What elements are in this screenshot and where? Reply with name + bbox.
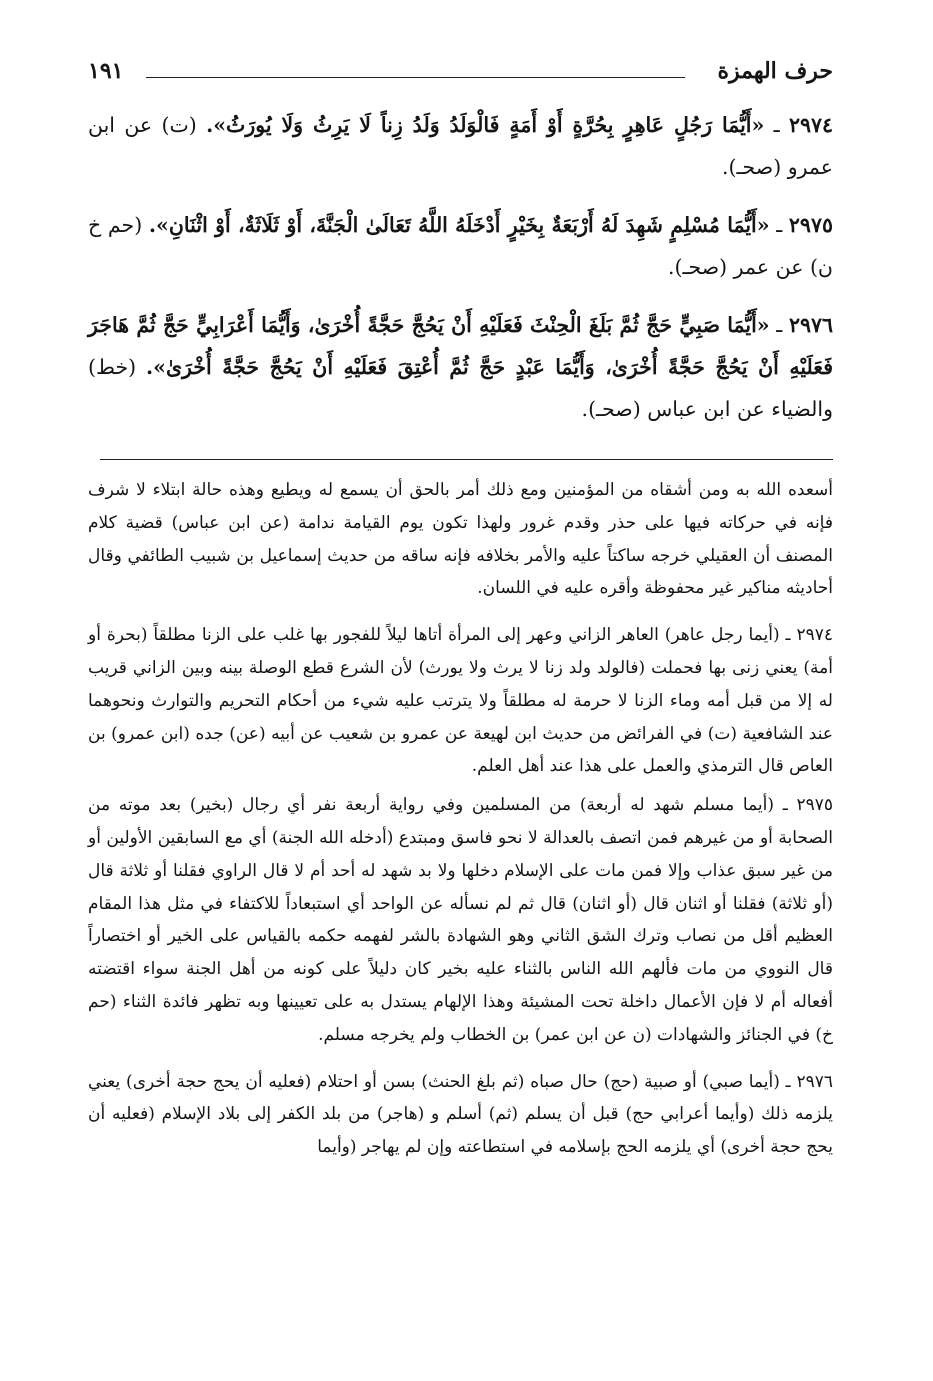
hadith-entry: ٢٩٧٤ ـ «أَيُّمَا رَجُلٍ عَاهِرٍ بِحُرَّةٍ أَوْ أَمَةٍ فَالْوَلَدُ وَلَدُ زِناً لَا يَرِثُ وَلَا يُورَثُ». (ت) عن ابن عمرو (صحـ). (88, 113, 833, 179)
hadith-entry: ٢٩٧٥ ـ «أَيُّمَا مُسْلِمٍ شَهِدَ لَهُ أَرْبَعَةٌ بِخَيْرٍ أَدْخَلَهُ اللَّهُ تَعَالَىٰ الْجَنَّةَ، أَوْ ثَلَاثَةٌ، أَوْ اثْنَانِ». (حم خ ن) عن عمر (صحـ). (88, 213, 833, 279)
hadith-source: (ت) عن ابن عمرو (صحـ). (88, 113, 833, 179)
commentary-paragraph: ٢٩٧٥ ـ (أيما مسلم شهد له أربعة) من المسلمين وفي رواية أربعة نفر أي رجال (بخير) بعد موته من الصحابة أو من غيرهم فمن اتصف بالعدالة لا نحو فاسق ومبتدع (أدخله الله الجنة) أي مع السابقين الأولين أو من غير سبق عذاب وإلا فمن مات على الإسلام دخلها ولا بد شهد له أحد أم لا قال الراوي فقلنا أو ثلاثة قال (أو ثلاثة) فقلنا أو اثنان قال (أو اثنان) قال ثم لم نسأله عن الواحد أي استبعاداً للاكتفاء في مثل هذا المقام العظيم أقل من نصاب وترك الشق الثاني وهو الشهادة بالشر لفهمه حكمه بالقياس على الخير أو اختصاراً قال النووي من مات فألهم الله الناس بالثناء عليه بخير كان دليلاً على كونه من أهل الجنة سواء اقتضته أفعاله أم لا فإن الأعمال داخلة تحت المشيئة وهذا الإلهام يستدل به على تعيينها وبه تظهر فائدة الثناء (حم خ) في الجنائز والشهادات (ن عن ابن عمر) بن الخطاب ولم يخرجه مسلم. (88, 795, 833, 1045)
footnote-divider (100, 459, 833, 460)
page-header (88, 58, 833, 92)
hadith-text: «أَيُّمَا رَجُلٍ عَاهِرٍ بِحُرَّةٍ أَوْ أَمَةٍ فَالْوَلَدُ وَلَدُ زِناً لَا يَرِثُ وَلَا يُورَثُ». (206, 113, 765, 137)
page-number: ١٩١ (88, 58, 124, 84)
commentary-section (88, 474, 833, 1170)
hadith-source: (حم خ ن) عن عمر (صحـ). (88, 213, 833, 279)
header-rule (146, 77, 685, 78)
chapter-title: حرف الهمزة (717, 58, 833, 84)
commentary-paragraph: ٢٩٧٦ ـ (أيما صبي) أو صبية (حج) حال صباه (ثم بلغ الحنث) بسن أو احتلام (فعليه أن يحج حجة أخرى) يعني يلزمه ذلك (وأيما أعرابي حج) قبل أن يسلم (ثم) أسلم و (هاجر) من بلد الكفر إلى بلاد الإسلام (فعليه أن يحج حجة أخرى) أي يلزمه الحج بإسلامه في استطاعته وإن لم يهاجر (وأيما (88, 1071, 833, 1158)
hadith-entry: ٢٩٧٦ ـ «أَيُّمَا صَبِيٍّ حَجَّ ثُمَّ بَلَغَ الْحِنْثَ فَعَلَيْهِ أَنْ يَحُجَّ حَجَّةً أُخْرَىٰ، وَأَيُّمَا أَعْرَابِيٍّ حَجَّ ثُمَّ هَاجَرَ فَعَلَيْهِ أَنْ يَحُجَّ حَجَّةً أُخْرَىٰ، وَأَيُّمَا عَبْدٍ حَجَّ ثُمَّ أُعْتِقَ فَعَلَيْهِ أَنْ يَحُجَّ حَجَّةً أُخْرَىٰ». (خط) والضياء عن ابن عباس (صحـ). (88, 313, 833, 421)
hadith-number: ٢٩٧٤ (788, 113, 833, 137)
hadith-source: (خط) والضياء عن ابن عباس (صحـ). (88, 355, 833, 421)
hadith-text: «أَيُّمَا مُسْلِمٍ شَهِدَ لَهُ أَرْبَعَةٌ بِخَيْرٍ أَدْخَلَهُ اللَّهُ تَعَالَىٰ الْجَنَّةَ، أَوْ ثَلَاثَةٌ، أَوْ اثْنَانِ». (148, 213, 770, 237)
hadith-number: ٢٩٧٦ (788, 313, 833, 337)
commentary-paragraph: ٢٩٧٤ ـ (أيما رجل عاهر) العاهر الزاني وعهر إلى المرأة أتاها ليلاً للفجور بها غلب على الزنا مطلقاً (بحرة أو أمة) يعني زنى بها فحملت (فالولد ولد زنا لا يرث ولا يورث) لأن الشرع قطع الوصلة بينه وبين الزاني قريب له إلا من قبل أمه وماء الزنا لا حرمة له مطلقاً ولا يترتب عليه شيء من أحكام التحريم والتوارث ونحوهما عند الشافعية (ت) في الفرائض من حديث ابن لهيعة عن عمرو بن شعيب عن أبيه (عن) جده (ابن عمرو) بن العاص قال الترمذي والعمل على هذا عند أهل العلم. (88, 625, 833, 777)
commentary-paragraph: أسعده الله به ومن أشقاه من المؤمنين ومع ذلك أمر بالحق أن يسمع له ويطيع وهذه حالة ابتلاء لا شرف فإنه في حركاته فيها على حذر وقدم غرور ولهذا تكون يوم القيامة ندامة (عن ابن عباس) قضية كلام المصنف أن العقيلي خرجه ساكتاً عليه والأمر بخلافه فإنه ساقه من حديث إسماعيل بن شبيب الطائفي وقال أحاديثه مناكير غير محفوظة وأقره عليه في اللسان. (88, 480, 833, 599)
hadith-text: «أَيُّمَا صَبِيٍّ حَجَّ ثُمَّ بَلَغَ الْحِنْثَ فَعَلَيْهِ أَنْ يَحُجَّ حَجَّةً أُخْرَىٰ، وَأَيُّمَا أَعْرَابِيٍّ حَجَّ ثُمَّ هَاجَرَ فَعَلَيْهِ أَنْ يَحُجَّ حَجَّةً أُخْرَىٰ، وَأَيُّمَا عَبْدٍ حَجَّ ثُمَّ أُعْتِقَ فَعَلَيْهِ أَنْ يَحُجَّ حَجَّةً أُخْرَىٰ». (88, 313, 833, 379)
hadith-number: ٢٩٧٥ (788, 213, 833, 237)
hadith-section (88, 104, 833, 446)
